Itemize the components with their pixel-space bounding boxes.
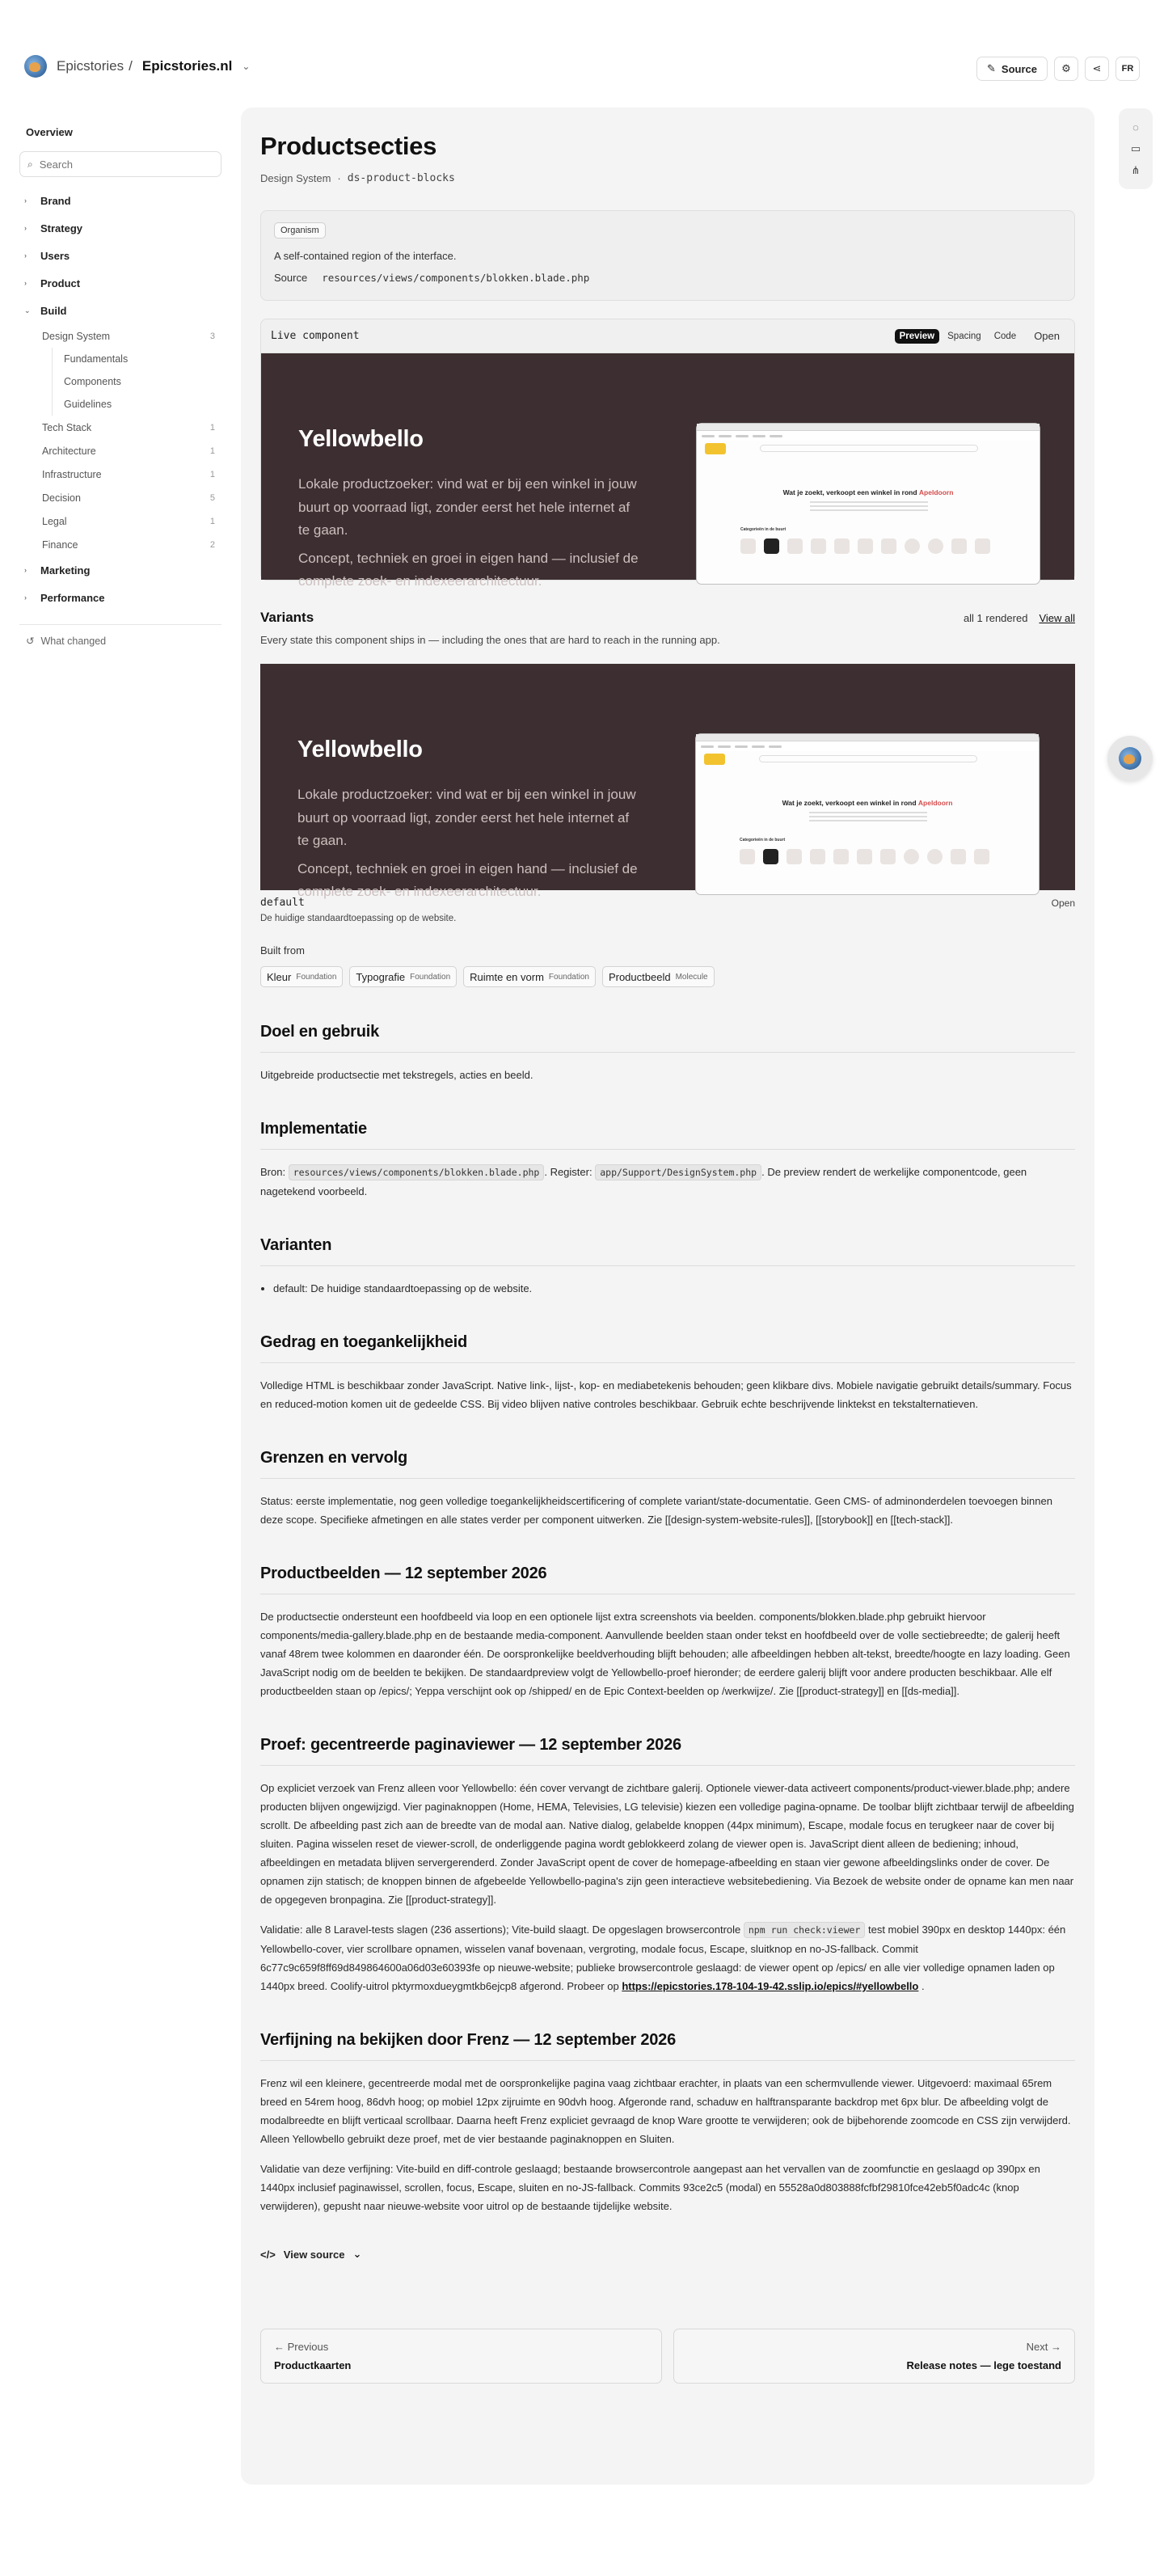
sidebar-subitem-label: Architecture bbox=[42, 445, 96, 457]
section-heading-proef: Proef: gecentreerde paginaviewer — 12 september 2026 bbox=[260, 1736, 1075, 1766]
screenshot-heading: Wat je zoekt, verkoopt een winkel in rond Apeldoorn bbox=[782, 799, 953, 807]
section-heading-verfijning: Verfijning na bekijken door Frenz — 12 september 2026 bbox=[260, 2031, 1075, 2061]
variants-count: all 1 rendered bbox=[963, 611, 1028, 624]
what-changed-link[interactable] bbox=[19, 635, 221, 647]
next-title: Release notes — lege toestand bbox=[906, 2359, 1061, 2371]
chevron-down-icon[interactable]: ⌄ bbox=[242, 61, 251, 72]
dependency-chip[interactable]: Productbeeld Molecule bbox=[602, 966, 715, 987]
chevron-right-icon: › bbox=[24, 196, 27, 205]
comment-icon[interactable]: ◌ bbox=[1132, 120, 1139, 133]
view-all-link[interactable]: View all bbox=[1039, 611, 1075, 624]
sidebar-item-product[interactable] bbox=[19, 269, 221, 297]
source-button-label: Source bbox=[1001, 62, 1037, 75]
implementatie-text: Bron: resources/views/components/blokken.blade.php . Register: app/Support/DesignSystem.php . De preview rendert de werkelijke componentcode, geen nagetekend voorbeeld. bbox=[260, 1166, 1027, 1197]
item-count: 5 bbox=[209, 492, 215, 503]
sidebar-divider bbox=[19, 624, 221, 625]
component-description: A self-contained region of the interface. bbox=[274, 250, 457, 262]
previous-page-link[interactable] bbox=[260, 2329, 662, 2384]
component-preview bbox=[261, 353, 1074, 589]
settings-button[interactable] bbox=[1054, 57, 1078, 81]
chevron-down-icon: ⌄ bbox=[352, 2248, 362, 2260]
arrow-right-icon: → bbox=[1051, 2341, 1061, 2353]
grenzen-text: Status: eerste implementatie, nog geen volledige toegankelijkheidscertificering of complete variant/state-documentatie. Geen CMS- of adminonderdelen toevoegen binnen deze scope. Specifieke afmetingen en alle states verder per component uitwerken. Zie [[design-system-website-rules]], [[storybook]] en [[tech-stack]]. bbox=[260, 1495, 1052, 1526]
sidebar-subitem-label: Decision bbox=[42, 492, 81, 504]
source-button[interactable] bbox=[976, 57, 1048, 81]
sidebar-subitem-legal[interactable] bbox=[19, 509, 221, 533]
sidebar-item-label: Build bbox=[40, 304, 67, 317]
view-source-toggle[interactable] bbox=[260, 2248, 1075, 2261]
sidebar-subitem-infrastructure[interactable] bbox=[19, 462, 221, 486]
sidebar-subitem-label: Infrastructure bbox=[42, 468, 102, 480]
what-changed-label: What changed bbox=[40, 635, 107, 647]
sidebar-item-label: Product bbox=[40, 277, 81, 289]
mode-code-tab[interactable]: Code bbox=[993, 331, 1017, 341]
sidebar-subsubitem-fundamentals[interactable]: Fundamentals bbox=[52, 348, 221, 370]
graph-icon[interactable]: ⋔ bbox=[1131, 163, 1141, 176]
sidebar-subitem-architecture[interactable] bbox=[19, 439, 221, 462]
variants-meta bbox=[964, 612, 1075, 624]
arrow-left-icon: ← bbox=[274, 2341, 285, 2353]
sidebar-item-performance[interactable] bbox=[19, 584, 221, 611]
source-path: resources/views/components/blokken.blade.php bbox=[322, 272, 590, 284]
item-count: 3 bbox=[209, 331, 215, 341]
sidebar-item-label: Brand bbox=[40, 194, 71, 207]
view-source-label: View source bbox=[283, 2248, 345, 2261]
open-link[interactable]: Open bbox=[1034, 330, 1060, 342]
sidebar-item-strategy[interactable] bbox=[19, 214, 221, 242]
chevron-right-icon: › bbox=[24, 279, 27, 287]
built-from-chips bbox=[260, 966, 1075, 987]
sidebar-item-users[interactable] bbox=[19, 242, 221, 269]
live-component-header bbox=[261, 319, 1074, 353]
view-mode-switch bbox=[895, 327, 1065, 344]
screenshot-categories-label: Categorieën in de buurt bbox=[740, 527, 787, 532]
chevron-right-icon: › bbox=[24, 566, 27, 574]
preview-paragraph-2: Concept, techniek en groei in eigen hand — inclusief de complete zoek- en indexeerarchitectuur. bbox=[298, 551, 639, 589]
list-item: • default: De huidige standaardtoepassing op de website. bbox=[273, 1279, 1075, 1298]
dependency-chip[interactable]: Kleur Foundation bbox=[260, 966, 343, 987]
screenshot-category-row bbox=[740, 538, 990, 554]
next-page-link[interactable] bbox=[673, 2329, 1075, 2384]
item-count: 1 bbox=[209, 422, 215, 433]
built-from-title: Built from bbox=[260, 944, 305, 956]
dependency-chip[interactable]: Typografie Foundation bbox=[349, 966, 457, 987]
yellowbello-link[interactable]: https://epicstories.178-104-19-42.sslip.io/epics/#yellowbello bbox=[622, 1980, 919, 1992]
breadcrumb-separator: / bbox=[129, 58, 133, 74]
sidebar-subitem-tech-stack[interactable] bbox=[19, 416, 221, 439]
chevron-right-icon: › bbox=[24, 224, 27, 232]
product-screenshot[interactable] bbox=[696, 423, 1040, 585]
variant-open-link[interactable]: Open bbox=[1051, 897, 1075, 909]
screenshot-category-row bbox=[740, 849, 989, 864]
sidebar-item-build[interactable] bbox=[19, 297, 221, 324]
avatar[interactable]: FR bbox=[1116, 57, 1140, 81]
next-label: Next → bbox=[1026, 2341, 1061, 2353]
yellowbello-logo-icon bbox=[705, 443, 726, 454]
sidebar-item-label: Users bbox=[40, 249, 70, 262]
screenshot-text-lines bbox=[810, 501, 928, 513]
variants-subtitle: Every state this component ships in — including the ones that are hard to reach in the running app. bbox=[260, 634, 720, 646]
mode-preview-tab[interactable]: Preview bbox=[895, 329, 939, 344]
breadcrumb-dot: · bbox=[337, 172, 341, 184]
sidebar-subitem-label: Finance bbox=[42, 538, 78, 551]
section-heading-grenzen: Grenzen en vervolg bbox=[260, 1449, 1075, 1479]
brand[interactable] bbox=[24, 55, 250, 78]
code-icon: </> bbox=[260, 2248, 276, 2261]
variant-card bbox=[260, 664, 1075, 899]
item-count: 2 bbox=[209, 539, 215, 550]
component-id: ds-product-blocks bbox=[347, 172, 455, 184]
component-info-box bbox=[260, 210, 1075, 301]
sidebar-subitem-decision[interactable] bbox=[19, 486, 221, 509]
gear-icon: ⚙ bbox=[1061, 62, 1071, 74]
code-source-path: resources/views/components/blokken.blade.php bbox=[289, 1164, 545, 1180]
sidebar-subsubitem-components[interactable]: Components bbox=[52, 370, 221, 393]
chat-icon[interactable]: ▭ bbox=[1130, 141, 1141, 154]
sidebar-subsubitem-guidelines[interactable]: Guidelines bbox=[52, 393, 221, 416]
dependency-chip[interactable]: Ruimte en vorm Foundation bbox=[463, 966, 596, 987]
verfijning-validatie-text: Validatie van deze verfijning: Vite-build en diff-controle geslaagd; bestaande browsercontrole aangepast aan het vervallen van de zoomfunctie en geslaagd op 390px en 1440px inclusief paginawissel, scrollen, focus, Escape, sluiten en no-JS-fallback. Commits 93ce2c5 (modal) en 55528a0d803888fcfbf29810fce42eb5f0adc4c (knop verwijderen), gepusht naar nieuwe-website voor uitrol op de bestaande tijdelijke website. bbox=[260, 2163, 1040, 2212]
org-name[interactable]: Epicstories bbox=[57, 58, 124, 74]
sidebar-search[interactable] bbox=[19, 151, 221, 177]
proef-validatie-text: Validatie: alle 8 Laravel-tests slagen (236 assertions); Vite-build slaagt. De opgeslagen browsercontrole npm run check:viewer test mobiel 390px en desktop 1440px: één Yellowbello-cover, vier scrollbare opnamen, wisselen vanaf bovenaan, vergroting, modale focus, Escape, sluitknop en no-JS-fallback. Commit 6c77c9c659f8ff69d849864600a06d03e60393fe op nieuwe-website; publieke browsercontrole geslaagd: de viewer opent op /epics/ en alle vier volledige opnamen laden op 1440px breed. Coolify-uitrol pktyrmoxdueygmtkb6ejcp8 afgerond. Probeer op https://epicstories.178-104-19-42.sslip.io/epics/#yellowbello . bbox=[260, 1924, 1066, 1992]
sidebar-item-marketing[interactable] bbox=[19, 556, 221, 584]
sidebar bbox=[19, 121, 221, 647]
item-count: 1 bbox=[209, 469, 215, 479]
preview-paragraph: Lokale productzoeker: vind wat er bij een winkel in jouw buurt op voorraad ligt, zonder eerst het hele internet af te gaan. bbox=[297, 787, 636, 848]
sidebar-item-label: Strategy bbox=[40, 222, 83, 234]
page-title: Productsecties bbox=[260, 132, 437, 160]
brand-logo-icon bbox=[24, 55, 47, 78]
sidebar-subitem-label: Design System bbox=[42, 330, 111, 342]
section-heading-implementatie: Implementatie bbox=[260, 1120, 1075, 1150]
variant-name: default bbox=[260, 897, 305, 909]
assistant-avatar-icon bbox=[1119, 747, 1141, 770]
breadcrumb bbox=[260, 172, 1075, 184]
sidebar-subitem-finance[interactable] bbox=[19, 533, 221, 556]
variant-description: De huidige standaardtoepassing op de website. bbox=[260, 914, 457, 923]
mode-spacing-tab[interactable]: Spacing bbox=[947, 331, 981, 341]
header-actions bbox=[976, 57, 1140, 81]
section-heading-gedrag: Gedrag en toegankelijkheid bbox=[260, 1333, 1075, 1363]
share-button[interactable] bbox=[1085, 57, 1109, 81]
variant-preview bbox=[260, 664, 1075, 899]
previous-title: Productkaarten bbox=[274, 2359, 352, 2371]
assistant-button[interactable] bbox=[1107, 736, 1153, 781]
browser-nav bbox=[696, 741, 1039, 751]
screenshot-categories-label: Categorieën in de buurt bbox=[740, 838, 786, 842]
level-tag: Organism bbox=[274, 222, 326, 239]
screenshot-text-lines bbox=[809, 812, 927, 824]
proef-text: Op expliciet verzoek van Frenz alleen voor Yellowbello: één cover vervangt de zichtbare galerij. Optionele viewer-data activeert components/product-viewer.blade.php; andere producten blijven ongewijzigd. Vier paginaknoppen (Home, HEMA, Televisies, LG televisie) kiezen een volledige pagina-opname. De toolbar blijft zichtbaar terwijl de afbeelding scrollt. De afbeelding past zich aan de breedte van de modal aan. Native dialog, gelabelde knoppen (44px minimum), Escape, modale focus en terugkeer naar de cover bij sluiten. Pagina wisselen reset de viewer-scroll, de onderliggende pagina wordt geblokkeerd zolang de viewer open is. JavaScript dient alleen de bediening; inhoud, afbeeldingen en metadata blijven servergerenderd. Zonder JavaScript opent de cover de homepage-afbeelding en staan vier gewone afbeeldingslinks onder de cover. De opnamen zijn statisch; de knoppen binnen de afgebeelde Yellowbello-pagina's zijn geen interactieve websitebediening. Via Bezoek de website onder de opname kan men naar de opgegeven bronpagina. Zie [[product-strategy]]. bbox=[260, 1782, 1074, 1906]
variants-title: Variants bbox=[260, 610, 314, 625]
varianten-list bbox=[260, 1279, 1075, 1298]
chevron-right-icon: › bbox=[24, 593, 27, 602]
sidebar-item-label: Performance bbox=[40, 591, 105, 604]
chevron-down-icon: ⌄ bbox=[24, 306, 31, 315]
section-heading-varianten: Varianten bbox=[260, 1236, 1075, 1266]
variants-header bbox=[260, 610, 1075, 626]
browser-bar bbox=[696, 734, 1039, 741]
source-label: Source bbox=[274, 272, 308, 284]
content bbox=[260, 132, 1075, 2384]
live-component-label: Live component bbox=[271, 330, 360, 342]
search-icon: ⌕ bbox=[27, 158, 33, 170]
sidebar-subitem-label: Tech Stack bbox=[42, 421, 92, 433]
sidebar-item-label: Marketing bbox=[40, 564, 91, 576]
pencil-icon: ✎ bbox=[987, 62, 996, 74]
preview-heading: Yellowbello bbox=[297, 737, 423, 762]
sidebar-subitem-design-system[interactable] bbox=[19, 324, 221, 348]
chevron-right-icon: › bbox=[24, 251, 27, 260]
page-pager bbox=[260, 2329, 1075, 2384]
browser-bar bbox=[697, 424, 1040, 431]
section-heading-doel: Doel en gebruik bbox=[260, 1023, 1075, 1053]
sidebar-subitem-label: Legal bbox=[42, 515, 67, 527]
item-count: 1 bbox=[209, 516, 215, 526]
preview-paragraph: Lokale productzoeker: vind wat er bij een winkel in jouw buurt op voorraad ligt, zonder eerst het hele internet af te gaan. bbox=[298, 476, 637, 538]
gedrag-text: Volledige HTML is beschikbaar zonder JavaScript. Native link-, lijst-, kop- en mediabetekenis behouden; geen klikbare divs. Mobiele navigatie gebruikt details/summary. Focus en reduced-motion komen uit de gedeelde CSS. Bij video blijven native controles beschikbaar. Gebruik echte beschrijvende linktekst en tekstalternatieven. bbox=[260, 1379, 1072, 1410]
sidebar-item-brand[interactable] bbox=[19, 187, 221, 214]
screenshot-search-bar bbox=[760, 445, 978, 452]
item-count: 1 bbox=[209, 446, 215, 456]
main-content-card bbox=[241, 108, 1094, 2485]
right-tool-rail bbox=[1119, 108, 1153, 189]
search-input[interactable] bbox=[40, 158, 201, 171]
share-icon: ⋖ bbox=[1092, 62, 1102, 74]
previous-label: ← Previous bbox=[274, 2341, 329, 2353]
screenshot-search-bar bbox=[759, 755, 977, 762]
productbeelden-text: De productsectie ondersteunt een hoofdbeeld via loop en een optionele lijst extra screenshots via beelden. components/blokken.blade.php gebruikt hiervoor components/media-gallery.blade.php en de bestaande media-component. Aanvullende beelden staan onder tekst en hoofdbeeld over de volle sectiebreedte; de galerij heeft vanaf 48rem twee kolommen en daaronder één. De oorspronkelijke beeldverhouding blijft behouden; alle afbeeldingen hebben alt-tekst, breedte/hoogte en lazy loading. Geen JavaScript nodig om de beelden te bekijken. De standaardpreview volgt de Yellowbello-proef hieronder; de eerdere galerij blijft voor andere producten beschikbaar. Alle elf productbeelden staan op /epics/; Yeppa verschijnt ook op /shipped/ en de Epic Context-beelden op /werkwijze/. Zie [[product-strategy]] en [[ds-media]]. bbox=[260, 1611, 1070, 1697]
doel-text: Uitgebreide productsectie met tekstregels, acties en beeld. bbox=[260, 1069, 534, 1081]
preview-heading: Yellowbello bbox=[298, 426, 424, 452]
site-name[interactable]: Epicstories.nl bbox=[141, 58, 233, 74]
verfijning-text: Frenz wil een kleinere, gecentreerde modal met de oorspronkelijke pagina vaag zichtbaar erachter, in plaats van een schermvullende viewer. Uitgevoerd: maximaal 65rem breed en 54rem hoog, 86dvh hoog; op mobiel 12px zijruimte en 90dvh hoog. Afgeronde rand, schaduw en halftransparante backdrop met 6px blur. De afbeelding volgt de modalbreedte en blijft verticaal scrollbaar. Daarna heeft Frenz expliciet gevraagd de knop Ware grootte te verwijderen; ook de bijbehorende zoomcode en CSS zijn verwijderd. Alleen Yellowbello gebruikt deze proef, met de vier bestaande paginaknoppen en Sluiten. bbox=[260, 2077, 1071, 2145]
browser-nav bbox=[697, 431, 1040, 441]
component-source bbox=[274, 272, 1061, 284]
preview-paragraph-2: Concept, techniek en groei in eigen hand — inclusief de complete zoek- en indexeerarchitectuur. bbox=[297, 861, 638, 899]
code-check-viewer: npm run check:viewer bbox=[744, 1922, 865, 1938]
breadcrumb-section[interactable]: Design System bbox=[260, 172, 331, 184]
product-screenshot[interactable] bbox=[695, 733, 1040, 895]
sidebar-overview-link[interactable]: Overview bbox=[26, 126, 73, 138]
section-heading-productbeelden: Productbeelden — 12 september 2026 bbox=[260, 1565, 1075, 1594]
screenshot-heading: Wat je zoekt, verkoopt een winkel in rond Apeldoorn bbox=[782, 488, 954, 496]
live-component-panel bbox=[260, 319, 1075, 589]
history-icon: ↺ bbox=[26, 636, 35, 647]
yellowbello-logo-icon bbox=[704, 754, 725, 765]
code-register-path: app/Support/DesignSystem.php bbox=[595, 1164, 761, 1180]
